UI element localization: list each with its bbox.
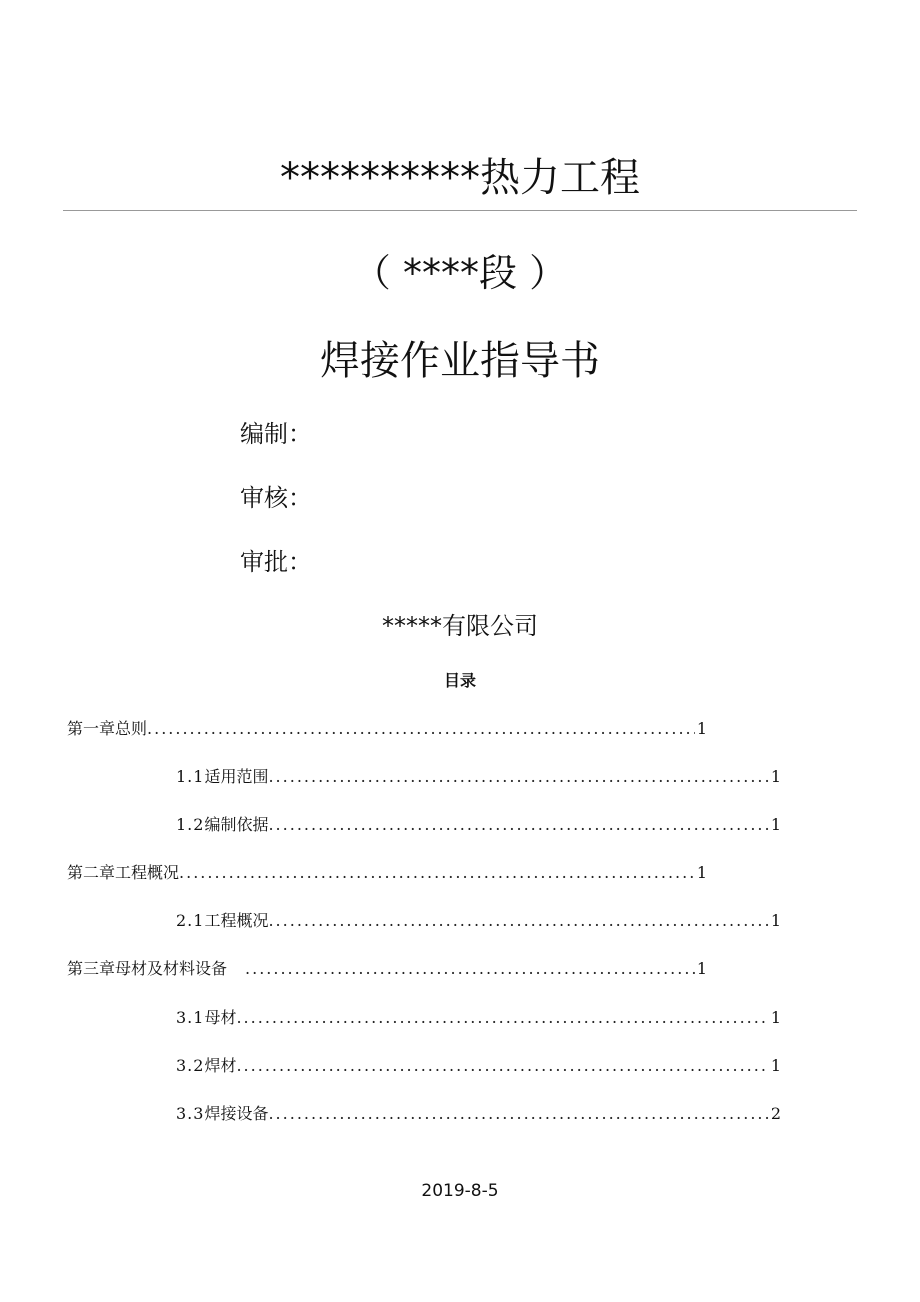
toc-entry-page: 1 xyxy=(770,1008,781,1027)
toc-entry[interactable] xyxy=(176,1007,781,1029)
toc-entry[interactable] xyxy=(176,1103,781,1125)
toc-entry-label: 第一章总则 xyxy=(67,719,148,738)
company-name: *****有限公司 xyxy=(382,612,538,640)
toc-entry-page: 1 xyxy=(770,767,781,786)
toc-entry[interactable] xyxy=(176,910,781,932)
toc-entry-label: 母材 xyxy=(204,1008,237,1027)
toc-dot-leader xyxy=(268,910,768,932)
toc-dot-leader xyxy=(236,1007,768,1029)
document-date: 2019-8-5 xyxy=(421,1181,499,1201)
toc-heading: 目录 xyxy=(443,671,476,690)
toc-entry-label: 焊材 xyxy=(204,1056,237,1075)
toc-dot-leader xyxy=(268,766,768,788)
signature-reviewed-by: 审核： xyxy=(240,484,312,512)
toc-entry-page: 2 xyxy=(770,1104,781,1123)
toc-entry[interactable] xyxy=(176,1055,781,1077)
toc-entry-label: 第二章工程概况 xyxy=(67,863,180,882)
toc-entry-page: 1 xyxy=(770,815,781,834)
toc-dot-leader xyxy=(268,1103,768,1125)
toc-entry-page: 1 xyxy=(696,863,707,882)
toc-entry-page: 1 xyxy=(696,959,707,978)
toc-dot-leader xyxy=(245,958,695,980)
toc-dot-leader xyxy=(179,862,695,884)
toc-entry[interactable] xyxy=(176,766,781,788)
toc-entry-page: 1 xyxy=(770,1056,781,1075)
toc-entry-page: 1 xyxy=(770,911,781,930)
document-name: 焊接作业指导书 xyxy=(320,338,600,384)
signature-prepared-by: 编制： xyxy=(240,420,312,448)
project-title: **********热力工程 xyxy=(280,155,640,201)
toc-entry-label: 工程概况 xyxy=(204,911,269,930)
toc-entry-label: 焊接设备 xyxy=(204,1104,269,1123)
title-divider xyxy=(63,210,857,211)
toc-entry[interactable] xyxy=(67,862,707,884)
toc-entry-number: 1.1 xyxy=(176,767,205,786)
toc-dot-leader xyxy=(147,718,695,740)
toc-entry-number: 3.1 xyxy=(176,1008,205,1027)
toc-dot-leader xyxy=(268,814,768,836)
toc-entry-page: 1 xyxy=(696,719,707,738)
toc-entry-number: 2.1 xyxy=(176,911,205,930)
section-subtitle: （ ****段 ） xyxy=(352,251,568,295)
toc-entry[interactable] xyxy=(67,718,707,740)
toc-entry-label: 编制依据 xyxy=(204,815,269,834)
toc-entry-number: 1.2 xyxy=(176,815,205,834)
toc-entry-label: 第三章母材及材料设备 xyxy=(67,959,228,978)
toc-entry[interactable] xyxy=(176,814,781,836)
toc-entry-label: 适用范围 xyxy=(204,767,269,786)
signature-approved-by: 审批： xyxy=(240,548,312,576)
toc-entry-number: 3.2 xyxy=(176,1056,205,1075)
toc-entry-number: 3.3 xyxy=(176,1104,205,1123)
toc-dot-leader xyxy=(236,1055,768,1077)
toc-entry[interactable] xyxy=(67,958,707,980)
